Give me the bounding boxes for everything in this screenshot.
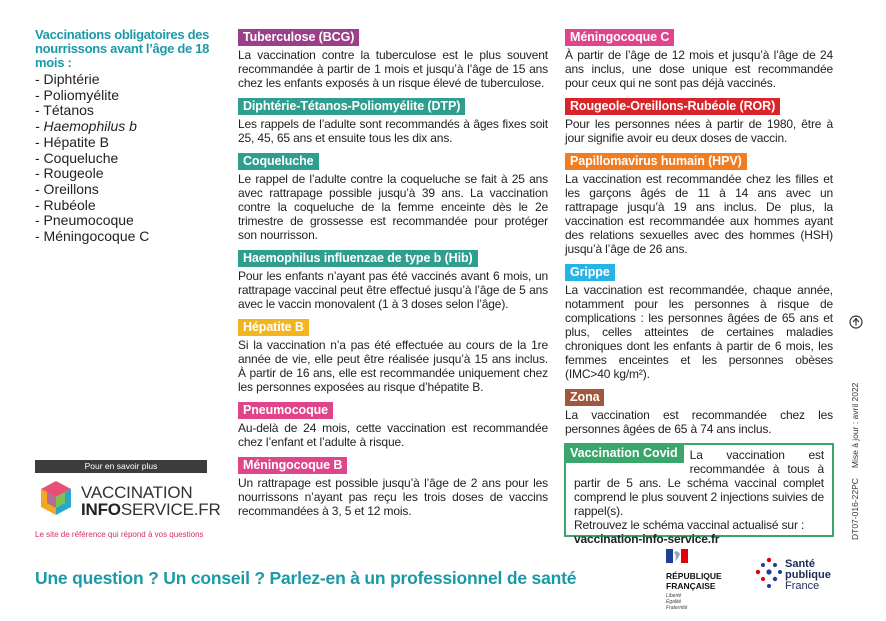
section-zona bbox=[565, 388, 833, 436]
mandatory-vaccine-item: - Tétanos bbox=[35, 102, 94, 119]
mandatory-vaccine-item: - Hépatite B bbox=[35, 133, 109, 150]
mandatory-vaccine-item: - Diphtérie bbox=[35, 71, 100, 87]
section-hpv bbox=[565, 152, 833, 256]
covid-text-link-intro: Retrouvez le schéma vaccinal actualisé sur : bbox=[574, 518, 805, 532]
section-text-zona: La vaccination est recommandée chez les personnes âgées de 65 à 74 ans inclus. bbox=[565, 408, 833, 436]
rf-motto-2: Égalité bbox=[666, 599, 682, 605]
document-ref: DT07-016-22PC bbox=[850, 478, 860, 540]
sante-publique-france-logo bbox=[755, 557, 835, 597]
section-text-meningoc: À partir de l’âge de 12 mois et jusqu’à l’âge de 24 ans inclus, une dose unique est recommandée pour ceux qui ne sont pas déjà vaccinés. bbox=[565, 48, 833, 90]
dots-network-icon bbox=[755, 557, 783, 591]
section-text-dtp: Les rappels de l’adulte sont recommandés à âges fixes soit 25, 45, 65 ans et ensuite tous les dix ans. bbox=[238, 117, 548, 145]
rf-name-line2: FRANÇAISE bbox=[666, 581, 716, 591]
rf-motto-1: Liberté bbox=[666, 593, 682, 599]
mandatory-vaccines-list bbox=[35, 72, 225, 245]
section-title-coqueluche: Coqueluche bbox=[238, 153, 319, 170]
logo-text-rest: SERVICE.FR bbox=[120, 500, 221, 519]
covid-title: Vaccination Covid bbox=[566, 445, 684, 463]
vaccination-info-service-logo[interactable] bbox=[35, 481, 221, 521]
logo-text-bold: INFO bbox=[81, 500, 121, 519]
section-grippe bbox=[565, 263, 833, 381]
section-text-grippe: La vaccination est recommandée, chaque année, notamment pour les personnes à risque de complications : les personnes âgées de 65 ans et plus, celles atteintes de certaines maladies chroniques dont les enfants à partir de 6 mois, les femmes enceintes et les personnes obèses (IMC>40 kg/m²). bbox=[565, 283, 833, 381]
logo-text-line2 bbox=[81, 501, 221, 519]
section-text-hib: Pour les enfants n’ayant pas été vaccinés avant 6 mois, un rattrapage vaccinal peut être effectué jusqu’à l’âge de 5 ans avec le vaccin monovalent (1 à 3 doses selon l’âge). bbox=[238, 269, 548, 311]
mandatory-vaccine-item: - Haemophilus b bbox=[35, 118, 137, 135]
section-hib bbox=[238, 249, 548, 311]
section-text-pneumo: Au-delà de 24 mois, cette vaccination est recommandée chez l’enfant et l’adulte à risque. bbox=[238, 421, 548, 449]
mandatory-vaccine-item: - Pneumocoque bbox=[35, 212, 134, 229]
learn-more-banner: Pour en savoir plus bbox=[35, 460, 207, 473]
section-title-meningoc: Méningocoque C bbox=[565, 29, 674, 46]
sp-line3: France bbox=[785, 580, 820, 592]
vaccines-column-2 bbox=[238, 28, 548, 525]
section-text-hpv: La vaccination est recommandée chez les filles et les garçons âgés de 11 à 14 ans avec un rattrapage jusqu’à 19 ans inclus. De plus, la vaccination est recommandée aux hommes ayant des relations sexuelles avec des hommes (HSH) jusqu’à l’âge de 26 ans. bbox=[565, 172, 833, 256]
section-title-pneumo: Pneumocoque bbox=[238, 402, 333, 419]
section-ror bbox=[565, 97, 833, 145]
section-text-bcg: La vaccination contre la tuberculose est le plus souvent recommandée à partir de 1 mois et jusqu’à l’âge de 15 ans chez les enfants exposés à un risque élevé de tuberculose. bbox=[238, 48, 548, 90]
bottom-headline: Une question ? Un conseil ? Parlez-en à un professionnel de santé bbox=[35, 568, 577, 588]
section-pneumo bbox=[238, 401, 548, 449]
section-title-dtp: Diphtérie-Tétanos-Poliomyélite (DTP) bbox=[238, 98, 465, 115]
sp-line2: publique bbox=[785, 569, 831, 581]
section-title-zona: Zona bbox=[565, 389, 604, 406]
republique-francaise-logo bbox=[666, 549, 736, 611]
hexagon-cube-icon bbox=[35, 481, 77, 521]
section-title-grippe: Grippe bbox=[565, 264, 615, 281]
section-title-hpv: Papillomavirus humain (HPV) bbox=[565, 153, 747, 170]
vertical-reference bbox=[850, 383, 860, 540]
rf-name-line1: RÉPUBLIQUE bbox=[666, 571, 722, 581]
mandatory-vaccine-item: - Poliomyélite bbox=[35, 86, 120, 103]
section-meningob bbox=[238, 456, 548, 518]
logo-text-line1: VACCINATION bbox=[81, 483, 193, 502]
section-text-meningob: Un rattrapage est possible jusqu’à l’âge de 2 ans pour les nourrissons n’ayant pas reçu les trois doses de vaccins recommandées à 3, 5 et 12 mois. bbox=[238, 476, 548, 518]
mandatory-vaccine-item: - Rubéole bbox=[35, 196, 96, 213]
rf-motto-3: Fraternité bbox=[666, 605, 688, 611]
section-title-bcg: Tuberculose (BCG) bbox=[238, 29, 359, 46]
covid-text-main: La vaccination est recommandée à tous à partir de 5 ans. Le schéma vaccinal complet comprend le plus souvent 2 injections suivies de rappel(s). bbox=[574, 448, 824, 518]
section-text-hepb: Si la vaccination n’a pas été effectuée au cours de la 1re année de vie, elle peut être réalisée jusqu’à 15 ans inclus. À partir de 16 ans, elle est recommandée uniquement chez les personnes exposées au risque d’hépatite B. bbox=[238, 338, 548, 394]
section-title-meningob: Méningocoque B bbox=[238, 457, 347, 474]
marianne-flag-icon bbox=[666, 549, 688, 563]
mandatory-vaccine-item: - Méningocoque C bbox=[35, 228, 150, 245]
section-bcg bbox=[238, 28, 548, 90]
section-meningoc bbox=[565, 28, 833, 90]
section-dtp bbox=[238, 97, 548, 145]
mandatory-vaccine-item: - Rougeole bbox=[35, 165, 104, 182]
sp-line1: Santé bbox=[785, 558, 815, 570]
section-hepb bbox=[238, 318, 548, 394]
vaccines-column-3 bbox=[565, 28, 833, 443]
recycle-icon bbox=[849, 315, 863, 329]
section-title-hepb: Hépatite B bbox=[238, 319, 309, 336]
logo-tagline: Le site de référence qui répond à vos questions bbox=[35, 530, 204, 539]
mandatory-vaccine-item: - Coqueluche bbox=[35, 149, 119, 166]
mandatory-vaccine-item: - Oreillons bbox=[35, 180, 99, 197]
section-coqueluche bbox=[238, 152, 548, 242]
update-date: Mise à jour : avril 2022 bbox=[850, 382, 860, 469]
section-text-ror: Pour les personnes nées à partir de 1980, être à jour signifie avoir eu deux doses de vaccin. bbox=[565, 117, 833, 145]
section-text-coqueluche: Le rappel de l’adulte contre la coqueluche se fait à 25 ans avec rattrapage possible jusqu’à 39 ans. La vaccination contre la coqueluche de la femme enceinte dès le 2e trimestre de grossesse est recommandée pour protéger son nourrisson. bbox=[238, 172, 548, 242]
mandatory-vaccines-block bbox=[35, 28, 225, 245]
section-title-ror: Rougeole-Oreillons-Rubéole (ROR) bbox=[565, 98, 780, 115]
mandatory-vaccines-title: Vaccinations obligatoires des nourrissons avant l’âge de 18 mois : bbox=[35, 27, 210, 70]
covid-url-link[interactable]: vaccination-info-service.fr bbox=[574, 532, 720, 546]
covid-box bbox=[564, 443, 834, 546]
section-title-hib: Haemophilus influenzae de type b (Hib) bbox=[238, 250, 478, 267]
